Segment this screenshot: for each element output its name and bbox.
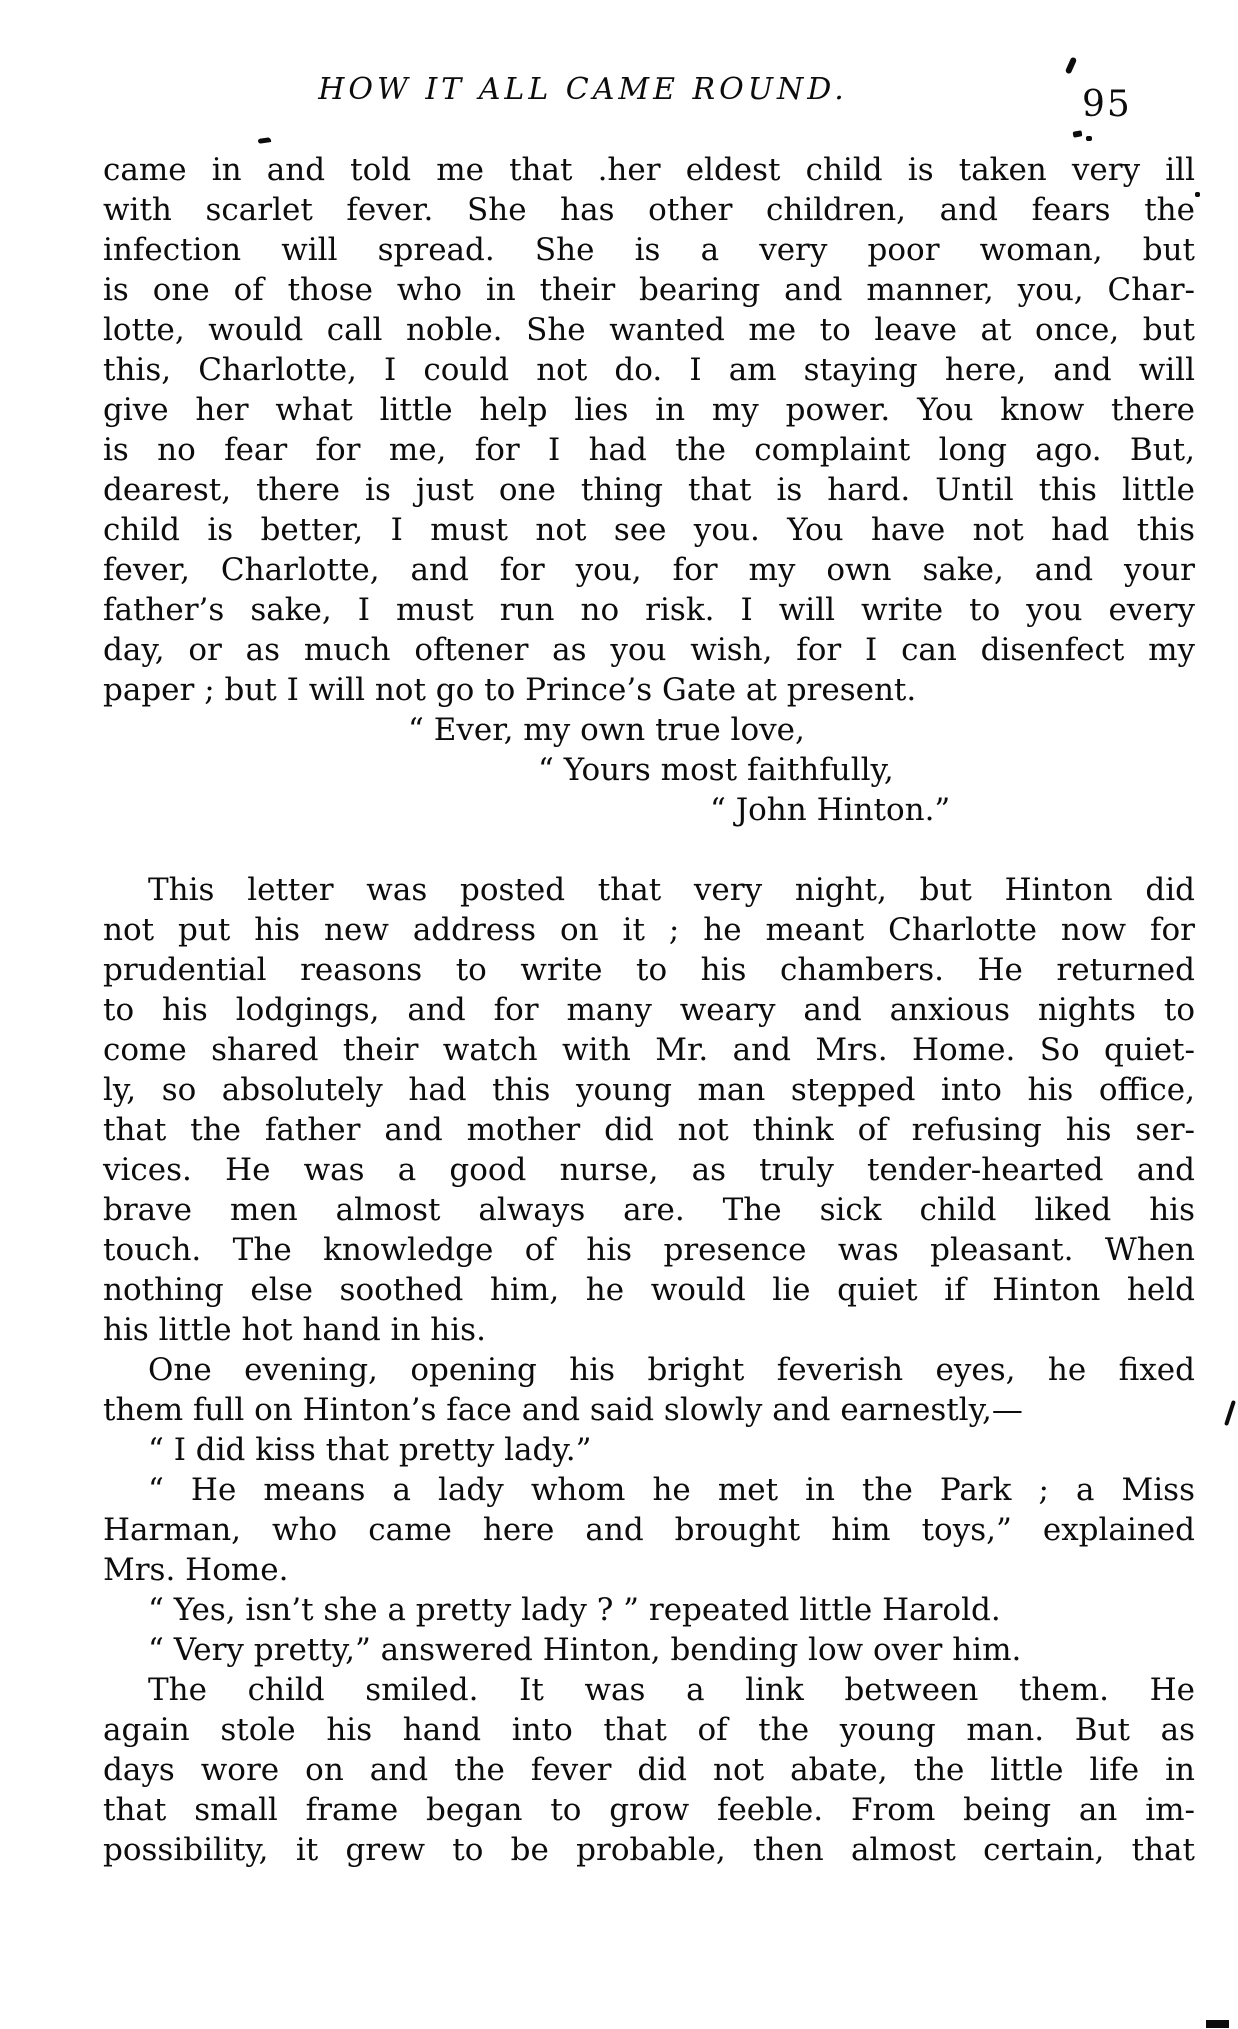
- text-block: [103, 150, 1195, 1870]
- text-line: “ Yes, isn’t she a pretty lady ? ” repeated little Harold.: [148, 1592, 1001, 1628]
- dialogue-very-pretty: [103, 1630, 1195, 1670]
- text-line: dearest, there is just one thing that is hard. Until this little: [103, 472, 1195, 508]
- text-line: Mrs. Home.: [103, 1552, 289, 1588]
- paragraph-child-smiled: [103, 1670, 1195, 1870]
- dialogue-he-means: [103, 1470, 1195, 1590]
- ink-smudge-artifact: [1086, 136, 1092, 141]
- text-line: One evening, opening his bright feverish eyes, he fixed: [148, 1352, 1195, 1388]
- text-line: is one of those who in their bearing and manner, you, Char-: [103, 272, 1195, 308]
- text-line: touch. The knowledge of his presence was pleasant. When: [103, 1232, 1195, 1268]
- running-title: HOW IT ALL CAME ROUND.: [318, 72, 848, 107]
- text-line: nothing else soothed him, he would lie quiet if Hinton held: [103, 1272, 1195, 1308]
- text-line: “ Very pretty,” answered Hinton, bending low over him.: [148, 1632, 1022, 1668]
- ink-dot-artifact: [1195, 192, 1200, 197]
- letter-closing: [103, 710, 1195, 830]
- text-line: is no fear for me, for I had the complaint long ago. But,: [103, 432, 1195, 468]
- text-line: fever, Charlotte, and for you, for my own sake, and your: [103, 552, 1195, 588]
- ink-bar-artifact: [1206, 2020, 1229, 2028]
- text-line: prudential reasons to write to his chambers. He returned: [103, 952, 1195, 988]
- text-line: father’s sake, I must run no risk. I will write to you every: [103, 592, 1195, 628]
- text-line: child is better, I must not see you. You have not had this: [103, 512, 1195, 548]
- text-line: that small frame began to grow feeble. From being an im-: [103, 1792, 1195, 1828]
- text-line: with scarlet fever. She has other children, and fears the: [103, 192, 1195, 228]
- text-line: give her what little help lies in my power. You know there: [103, 392, 1195, 428]
- text-line: brave men almost always are. The sick child liked his: [103, 1192, 1195, 1228]
- text-line: them full on Hinton’s face and said slowly and earnestly,—: [103, 1392, 1023, 1428]
- text-line: again stole his hand into that of the young man. But as: [103, 1712, 1195, 1748]
- text-line: lotte, would call noble. She wanted me to leave at once, but: [103, 312, 1195, 348]
- page-number: 95: [1082, 84, 1132, 125]
- text-line: vices. He was a good nurse, as truly tender-hearted and: [103, 1152, 1195, 1188]
- text-line: this, Charlotte, I could not do. I am staying here, and will: [103, 352, 1195, 388]
- text-line: his little hot hand in his.: [103, 1312, 486, 1348]
- text-line: “ I did kiss that pretty lady.”: [148, 1432, 592, 1468]
- text-line: “ John Hinton.”: [710, 792, 951, 828]
- text-line: paper ; but I will not go to Prince’s Gate at present.: [103, 672, 917, 708]
- paragraph-one-evening: [103, 1350, 1195, 1430]
- paragraph-letter-posted: [103, 870, 1195, 1350]
- ink-apostrophe-artifact: [1065, 57, 1077, 75]
- ink-stroke-artifact: [1224, 1400, 1236, 1426]
- text-line: Harman, who came here and brought him toys,” explained: [103, 1512, 1195, 1548]
- text-line: came in and told me that .her eldest child is taken very ill: [103, 152, 1195, 188]
- text-line: day, or as much oftener as you wish, for I can disenfect my: [103, 632, 1195, 668]
- text-line: This letter was posted that very night, but Hinton did: [148, 872, 1195, 908]
- text-line: The child smiled. It was a link between them. He: [148, 1672, 1195, 1708]
- text-line: possibility, it grew to be probable, then almost certain, that: [103, 1832, 1195, 1868]
- text-line: “ Yours most faithfully,: [538, 752, 894, 788]
- text-line: that the father and mother did not think of refusing his ser-: [103, 1112, 1195, 1148]
- text-line: to his lodgings, and for many weary and anxious nights to: [103, 992, 1195, 1028]
- dialogue-yes-pretty-lady: [103, 1590, 1195, 1630]
- ink-smudge-artifact: [1073, 130, 1083, 137]
- ink-squiggle-artifact: [258, 137, 272, 144]
- dialogue-i-did-kiss: [103, 1430, 1195, 1470]
- text-line: ly, so absolutely had this young man stepped into his office,: [103, 1072, 1195, 1108]
- letter-body: [103, 150, 1195, 710]
- text-line: “ Ever, my own true love,: [408, 712, 805, 748]
- text-line: not put his new address on it ; he meant Charlotte now for: [103, 912, 1195, 948]
- text-line: “ He means a lady whom he met in the Park ; a Miss: [148, 1472, 1195, 1508]
- text-line: come shared their watch with Mr. and Mrs. Home. So quiet-: [103, 1032, 1195, 1068]
- text-line: days wore on and the fever did not abate, the little life in: [103, 1752, 1195, 1788]
- text-line: infection will spread. She is a very poor woman, but: [103, 232, 1195, 268]
